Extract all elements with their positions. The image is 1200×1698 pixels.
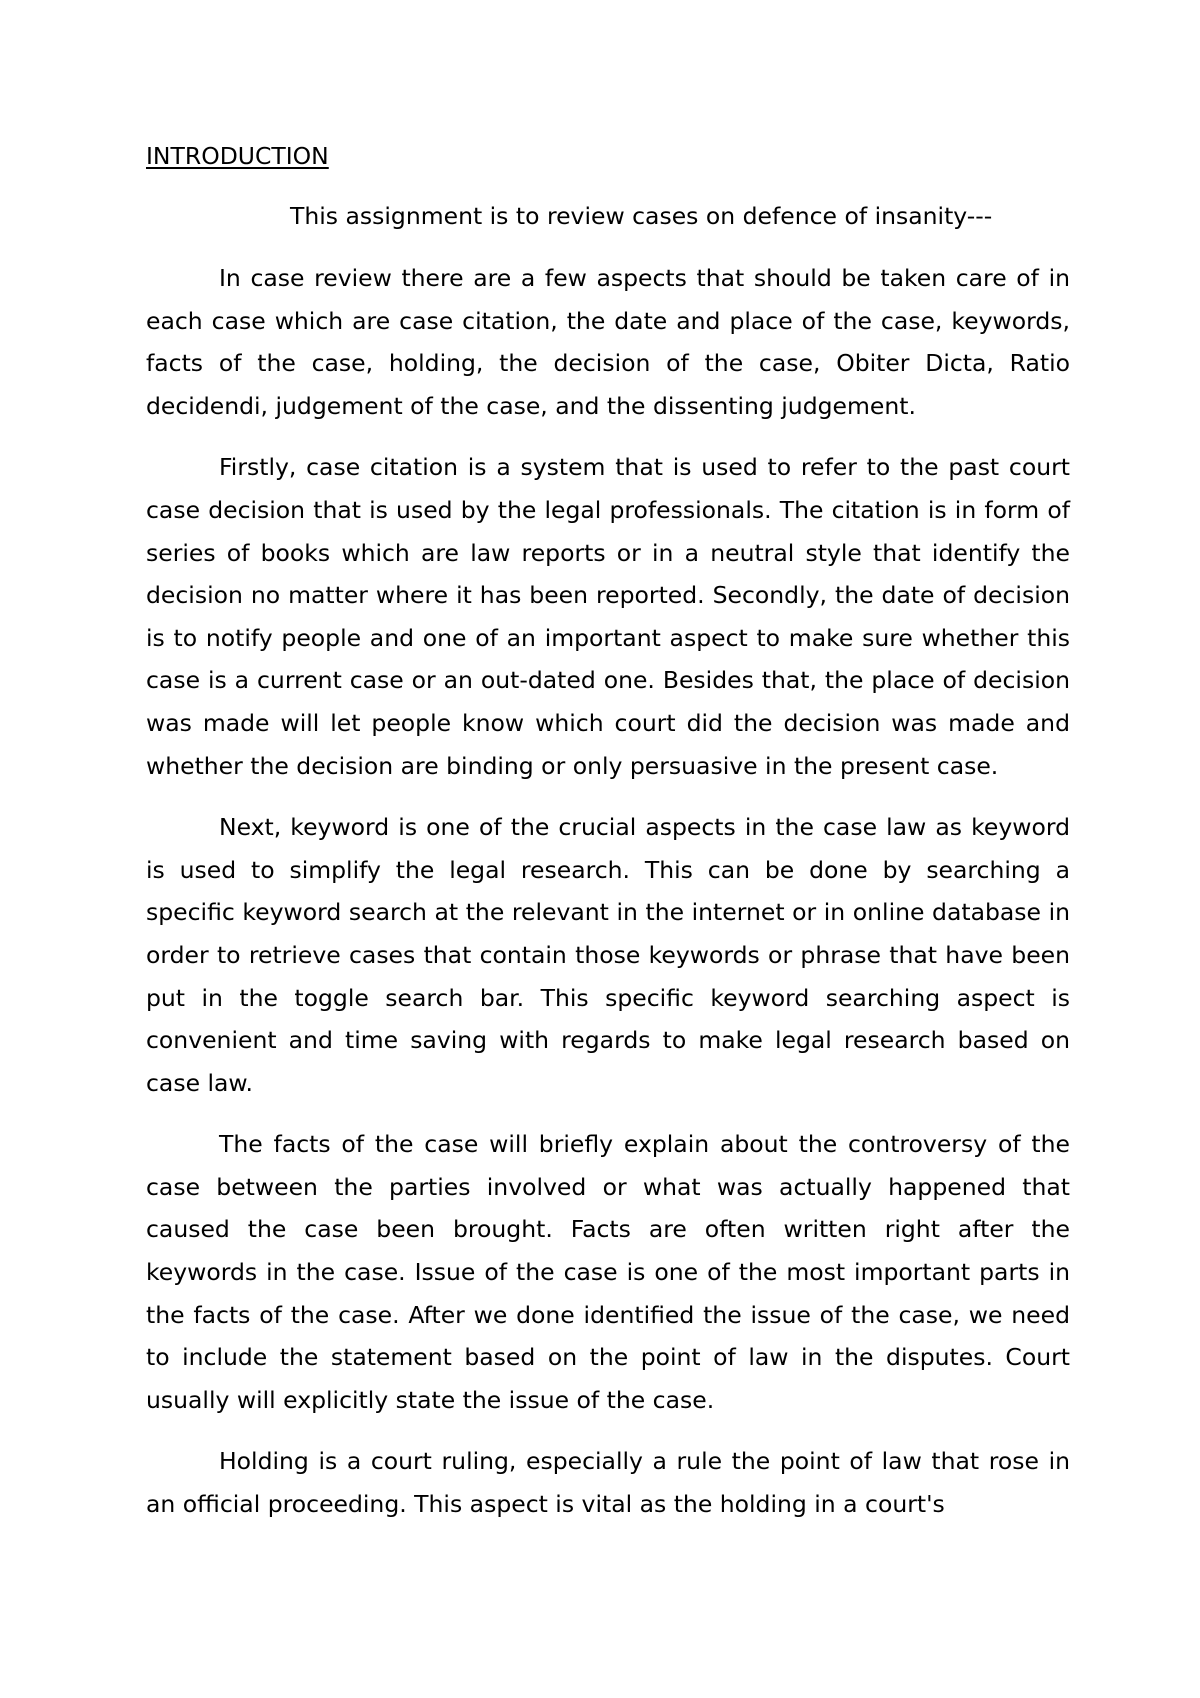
document-body	[146, 139, 1070, 1526]
paragraph-case-citation: Firstly, case citation is a system that is used to refer to the past court case decision that is used by the legal professionals. The citation is in form of series of books which are law reports or in a neutral style that identify the decision no matter where it has been reported. Secondly, the date of decision is to notify people and one of an important aspect to make sure whether this case is a current case or an out-dated one. Besides that, the place of decision was made will let people know which court did the decision was made and whether the decision are binding or only persuasive in the present case.	[146, 453, 1070, 780]
paragraph-case-review-aspects: In case review there are a few aspects that should be taken care of in each case which are case citation, the date and place of the case, keywords, facts of the case, holding, the decision of the case, Obiter Dicta, Ratio decidendi, judgement of the case, and the dissenting judgement.	[146, 264, 1070, 420]
assignment-statement: This assignment is to review cases on defence of insanity---	[290, 202, 993, 230]
paragraph-keyword: Next, keyword is one of the crucial aspects in the case law as keyword is used to simplify the legal research. This can be done by searching a specific keyword search at the relevant in the internet or in online database in order to retrieve cases that contain those keywords or phrase that have been put in the toggle search bar. This specific keyword searching aspect is convenient and time saving with regards to make legal research based on case law.	[146, 813, 1070, 1097]
paragraph-holding: Holding is a court ruling, especially a rule the point of law that rose in an official proceeding. This aspect is vital as the holding in a court's	[146, 1447, 1070, 1519]
paragraph-facts-of-case: The facts of the case will briefly explain about the controversy of the case between the parties involved or what was actually happened that caused the case been brought. Facts are often written right after the keywords in the case. Issue of the case is one of the most important parts in the facts of the case. After we done identified the issue of the case, we need to include the statement based on the point of law in the disputes. Court usually will explicitly state the issue of the case.	[146, 1130, 1070, 1414]
page-heading: INTRODUCTION	[146, 142, 329, 170]
